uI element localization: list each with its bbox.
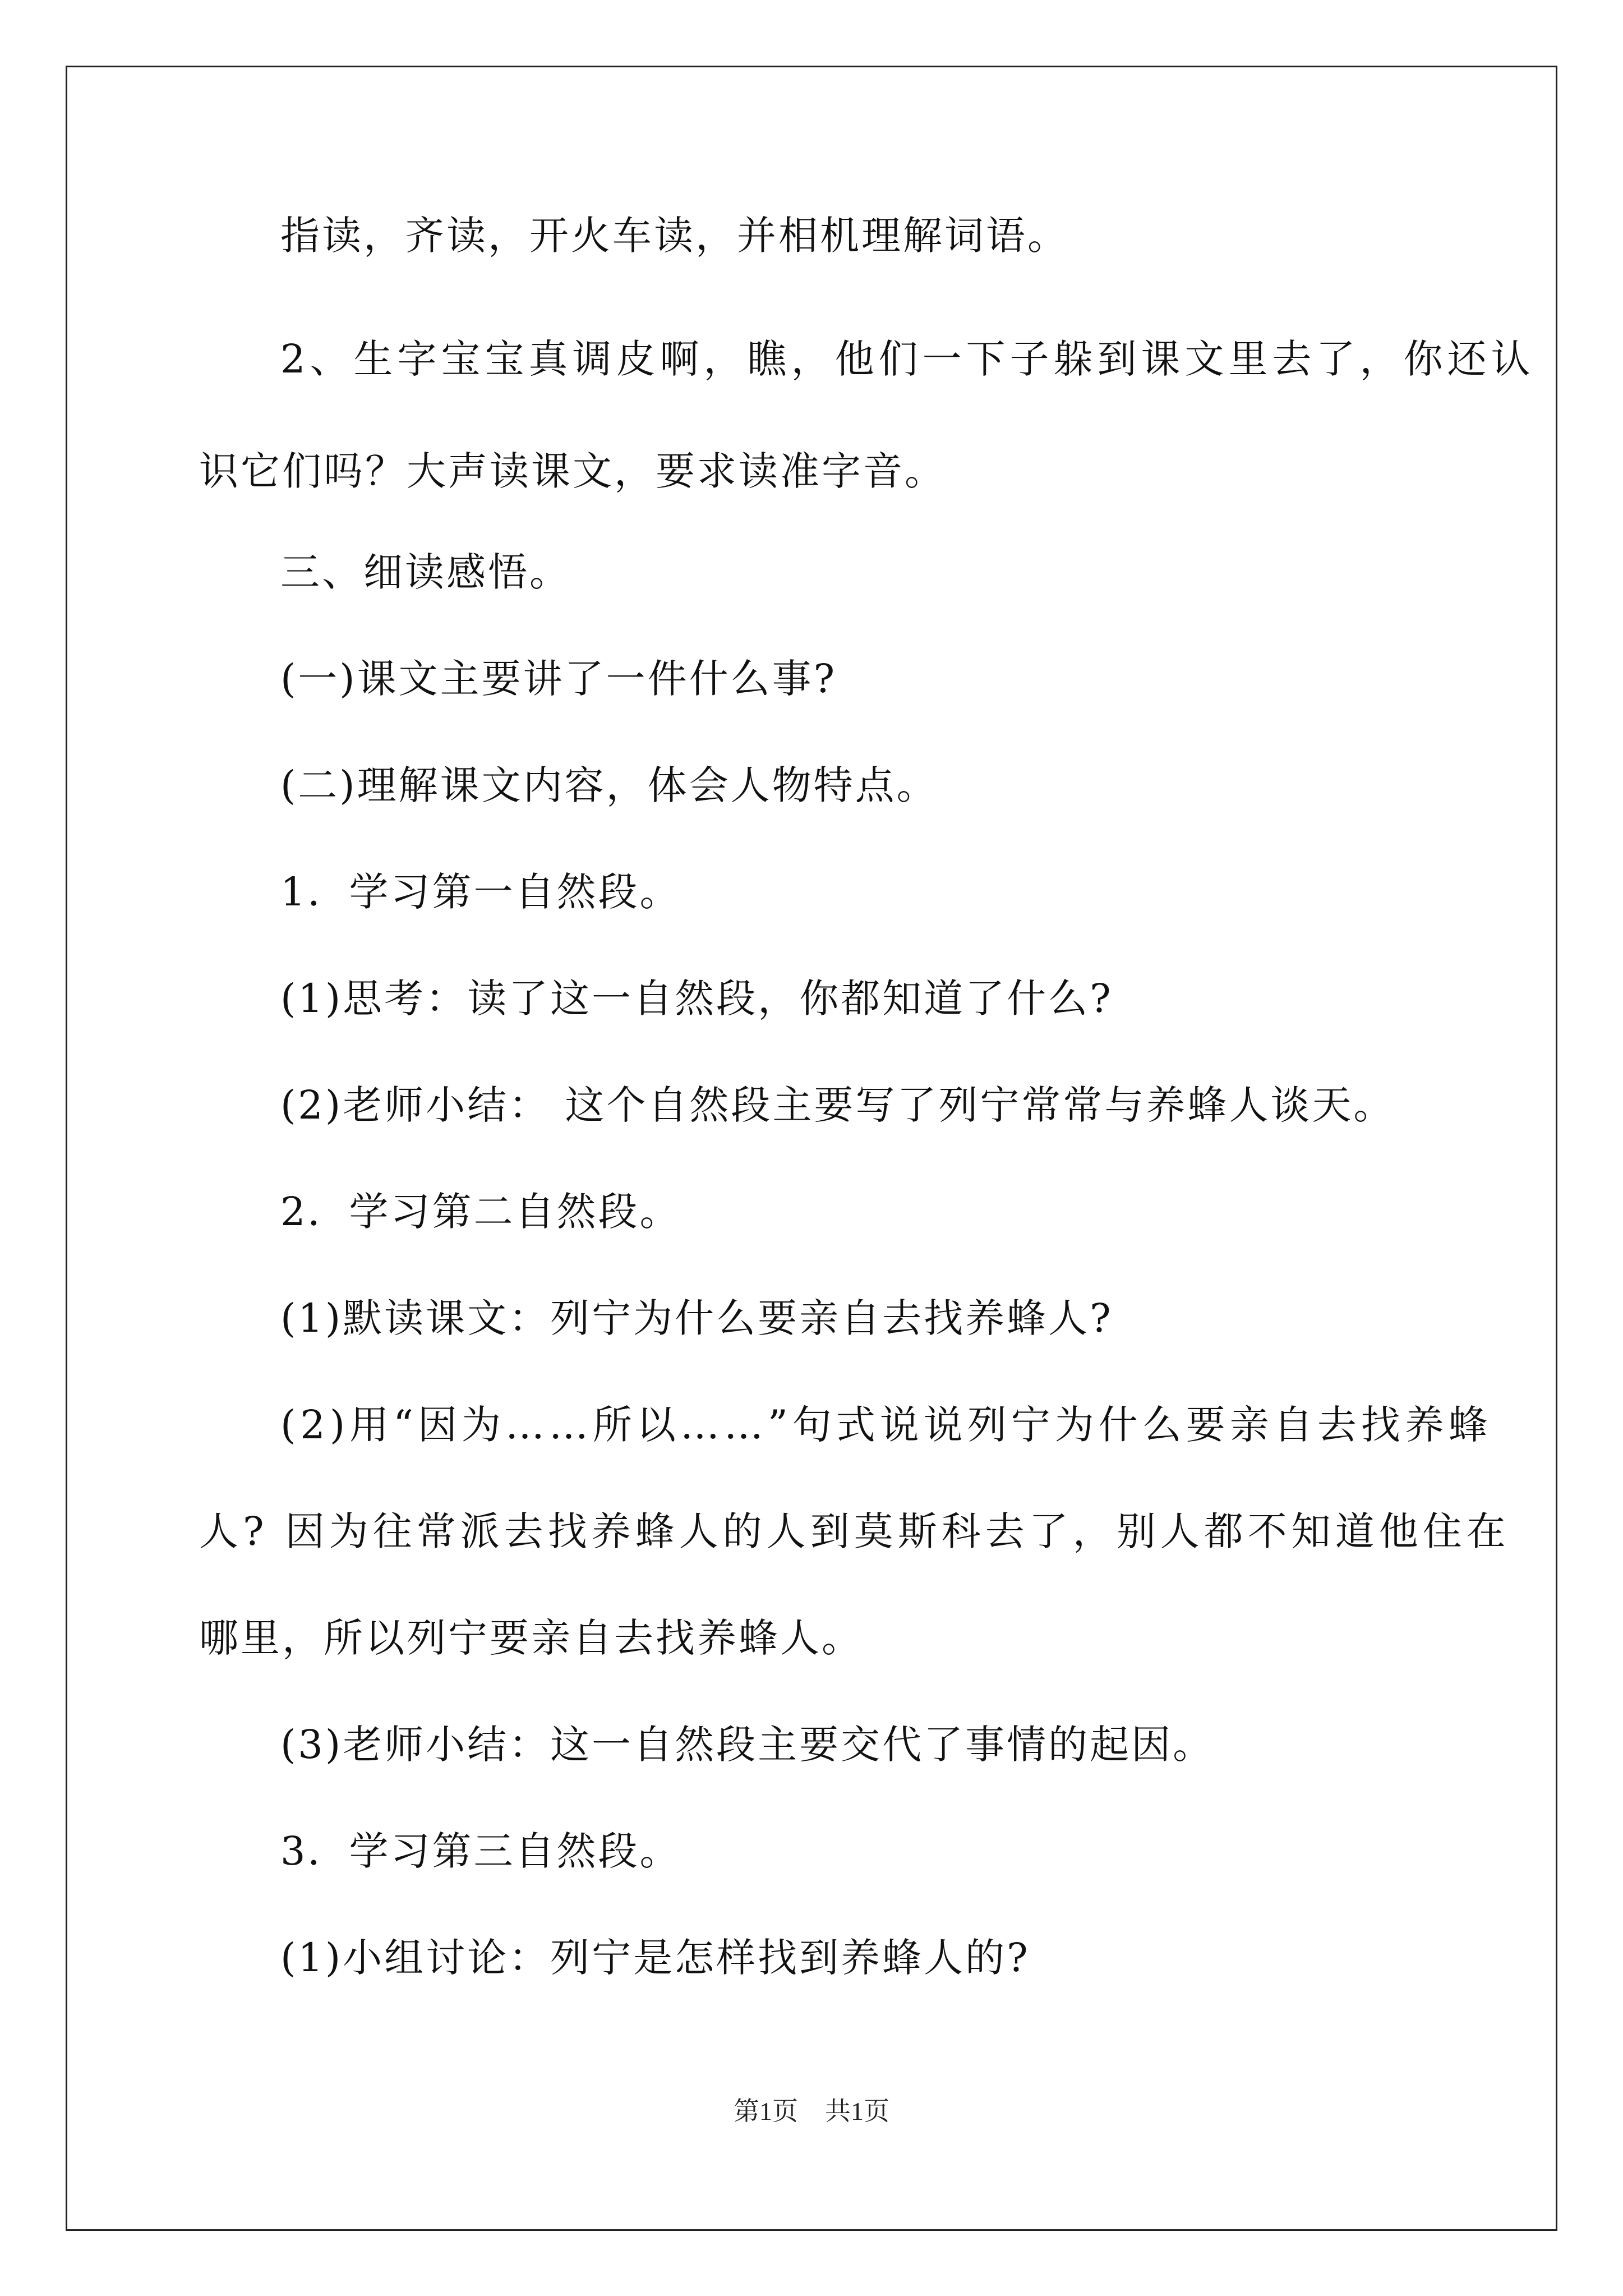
- text-line-8: (1)思考：读了这一自然段，你都知道了什么?: [280, 976, 1113, 1022]
- text-line-6: (二)理解课文内容，体会人物特点。: [280, 762, 938, 808]
- text-line-4: 三、细读感悟。: [280, 549, 571, 595]
- page-number-total: 共1页: [825, 2097, 889, 2125]
- text-line-1: 指读，齐读，开火车读，并相机理解词语。: [280, 213, 1069, 259]
- text-line-14: 哪里，所以列宁要亲自去找养蜂人。: [199, 1615, 863, 1661]
- text-line-11: (1)默读课文：列宁为什么要亲自去找养蜂人?: [280, 1295, 1113, 1341]
- text-line-16: 3．学习第三自然段。: [280, 1828, 681, 1874]
- text-line-3: 识它们吗？大声读课文，要求读准字音。: [199, 448, 946, 494]
- text-line-10: 2．学习第二自然段。: [280, 1189, 681, 1235]
- text-line-5: (一)课文主要讲了一件什么事?: [280, 656, 837, 702]
- page-border: [66, 66, 1557, 2231]
- text-line-9: (2)老师小结： 这个自然段主要写了列宁常常与养蜂人谈天。: [280, 1082, 1395, 1128]
- text-line-7: 1．学习第一自然段。: [280, 869, 681, 915]
- text-line-13: 人? 因为往常派去找养蜂人的人到莫斯科去了，别人都不知道他住在: [199, 1508, 1510, 1554]
- page-footer: [0, 2095, 1623, 2128]
- text-line-15: (3)老师小结：这一自然段主要交代了事情的起因。: [280, 1722, 1215, 1768]
- page-number-current: 第1页: [734, 2097, 798, 2125]
- text-line-2: 2、生字宝宝真调皮啊，瞧，他们一下子躲到课文里去了，你还认: [280, 336, 1535, 382]
- text-line-17: (1)小组讨论：列宁是怎样找到养蜂人的?: [280, 1935, 1030, 1981]
- text-line-12: (2)用“因为……所以……”句式说说列宁为什么要亲自去找养蜂: [280, 1402, 1492, 1448]
